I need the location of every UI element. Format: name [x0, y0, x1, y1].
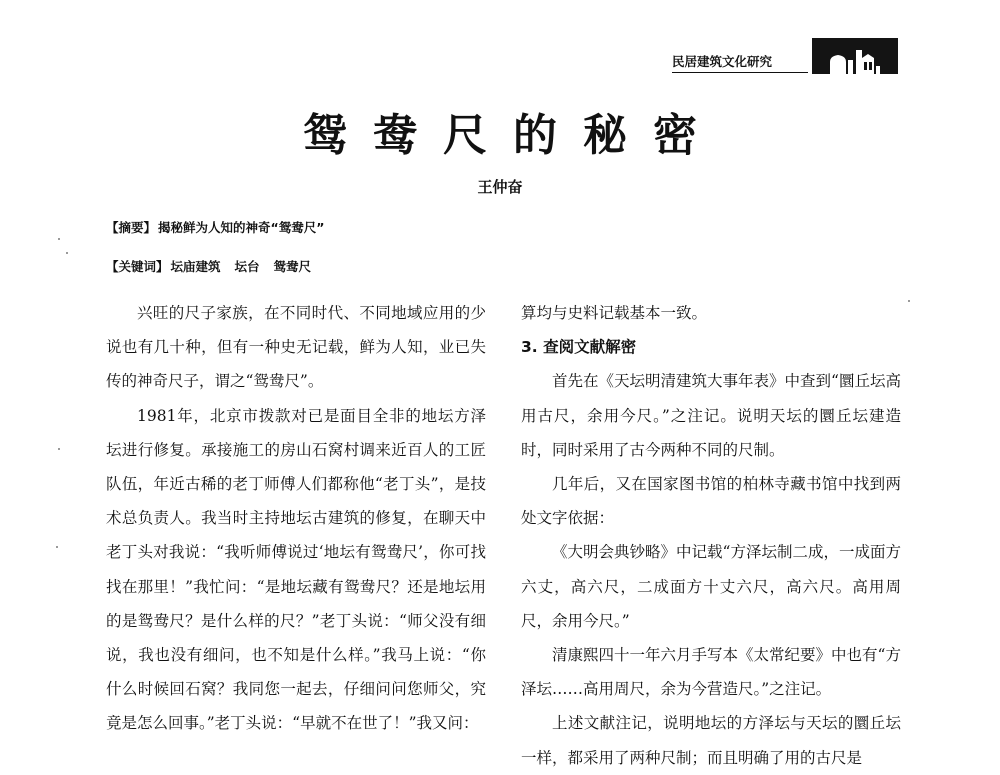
scan-speck — [908, 300, 910, 302]
continuation-paragraph: 算均与史料记载基本一致。 — [521, 304, 708, 322]
body-paragraph: 首先在《天坛明清建筑大事年表》中查到“圜丘坛高用古尺，余用今尺。”之注记。说明天坛的圜丘坛建造时，同时采用了古今两种不同的尺制。 — [521, 372, 901, 459]
body-paragraph: 1981年，北京市拨款对已是面目全非的地坛方泽坛进行修复。承接施工的房山石窝村调来近百人的工匠队伍，年近古稀的老丁师傅人们都称他“老丁头”，是技术总负责人。我当时主持地坛古建筑的修复，在聊天中老丁头对我说：“我听师傅说过‘地坛有鸳鸯尺’，你可找找在那里！”我忙问：“是地坛藏有鸳鸯尺？还是地坛用的是鸳鸯尺？是什么样的尺？”老丁头说：“师父没有细说，我也没有细问，也不知是什么样。”我马上说：“你什么时候回石窝？我同您一起去，仔细问问您师父，究竟是怎么回事。”老丁头说：“早就不在世了！”我又问： — [106, 406, 486, 733]
abstract-text: 揭秘鲜为人知的神奇“鸳鸯尺” — [158, 220, 325, 235]
building-silhouette-icon — [812, 38, 898, 74]
scan-speck — [66, 252, 68, 254]
body-paragraph: 《大明会典钞略》中记载“方泽坛制二成，一成面方六丈，高六尺，二成面方十丈六尺，高六尺。高用周尺，余用今尺。” — [521, 543, 901, 630]
keyword: 坛庙建筑 — [170, 259, 221, 274]
scan-speck — [58, 238, 60, 240]
article-title: 鸳鸯尺的秘密 — [303, 110, 723, 161]
author-name: 王仲奋 — [477, 178, 523, 196]
abstract-line — [106, 218, 324, 238]
header-rule — [672, 72, 808, 73]
body-paragraph: 清康熙四十一年六月手写本《太常纪要》中也有“方泽坛……高用周尺，余为今营造尺。”之注记。 — [521, 646, 901, 699]
body-column-right — [521, 296, 901, 775]
body-paragraph: 几年后，又在国家图书馆的柏林寺藏书馆中找到两处文字依据： — [521, 475, 901, 528]
body-column-left — [106, 296, 486, 741]
scan-speck — [58, 448, 60, 450]
journal-section-label: 民居建筑文化研究 — [672, 54, 773, 69]
body-paragraph: 上述文献注记，说明地坛的方泽坛与天坛的圜丘坛一样，都采用了两种尺制；而且明确了用的古尺是 — [521, 714, 901, 767]
keyword: 鸳鸯尺 — [273, 259, 312, 274]
abstract-label: 【摘要】 — [106, 220, 157, 235]
keywords-label: 【关键词】 — [106, 259, 169, 274]
section-heading: 3. 查阅文献解密 — [521, 338, 637, 357]
keywords-line — [106, 257, 325, 277]
keyword: 坛台 — [234, 259, 260, 274]
body-paragraph: 兴旺的尺子家族，在不同时代、不同地域应用的少说也有几十种，但有一种史无记载，鲜为人知，业已失传的神奇尺子，谓之“鸳鸯尺”。 — [106, 304, 486, 391]
scan-speck — [56, 546, 58, 548]
